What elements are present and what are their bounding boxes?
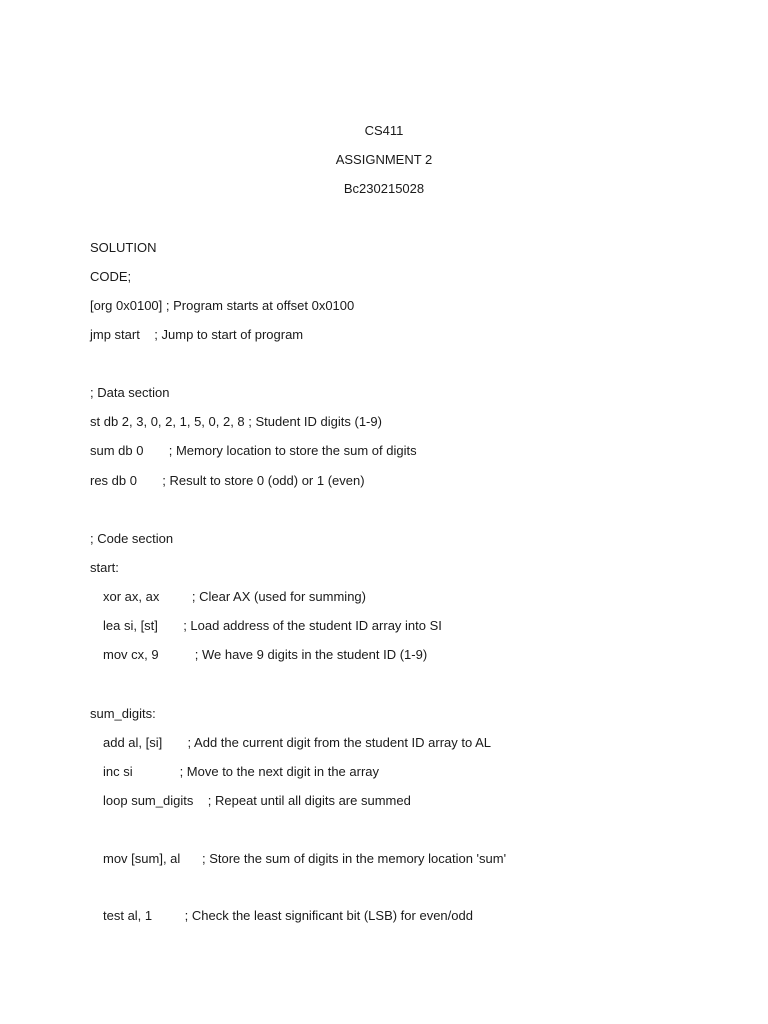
code-line: jmp start ; Jump to start of program bbox=[90, 327, 304, 342]
code-label: sum_digits: bbox=[90, 706, 156, 721]
code-line: [org 0x0100] ; Program starts at offset 0x0100 bbox=[90, 298, 355, 313]
student-id: Bc230215028 bbox=[343, 181, 425, 196]
code-line: st db 2, 3, 0, 2, 1, 5, 0, 2, 8 ; Student ID digits (1-9) bbox=[90, 414, 382, 429]
course-code: CS411 bbox=[364, 123, 404, 138]
solution-heading: SOLUTION bbox=[90, 240, 157, 255]
code-label: start: bbox=[90, 560, 119, 575]
code-line: xor ax, ax ; Clear AX (used for summing) bbox=[103, 589, 366, 604]
code-line: test al, 1 ; Check the least significant bit (LSB) for even/odd bbox=[103, 908, 473, 923]
code-line: sum db 0 ; Memory location to store the sum of digits bbox=[90, 443, 417, 458]
code-line: loop sum_digits ; Repeat until all digits are summed bbox=[103, 793, 411, 808]
code-heading: CODE; bbox=[90, 269, 132, 284]
code-line: add al, [si] ; Add the current digit from the student ID array to AL bbox=[103, 735, 492, 750]
code-line: inc si ; Move to the next digit in the array bbox=[103, 764, 380, 779]
code-line: res db 0 ; Result to store 0 (odd) or 1 (even) bbox=[90, 473, 365, 488]
code-line: lea si, [st] ; Load address of the student ID array into SI bbox=[103, 618, 442, 633]
code-comment: ; Code section bbox=[90, 531, 174, 546]
code-line: mov [sum], al ; Store the sum of digits in the memory location 'sum' bbox=[103, 851, 507, 866]
code-comment: ; Data section bbox=[90, 385, 170, 400]
assignment-title: ASSIGNMENT 2 bbox=[335, 152, 433, 167]
code-line: mov cx, 9 ; We have 9 digits in the student ID (1-9) bbox=[103, 647, 428, 662]
